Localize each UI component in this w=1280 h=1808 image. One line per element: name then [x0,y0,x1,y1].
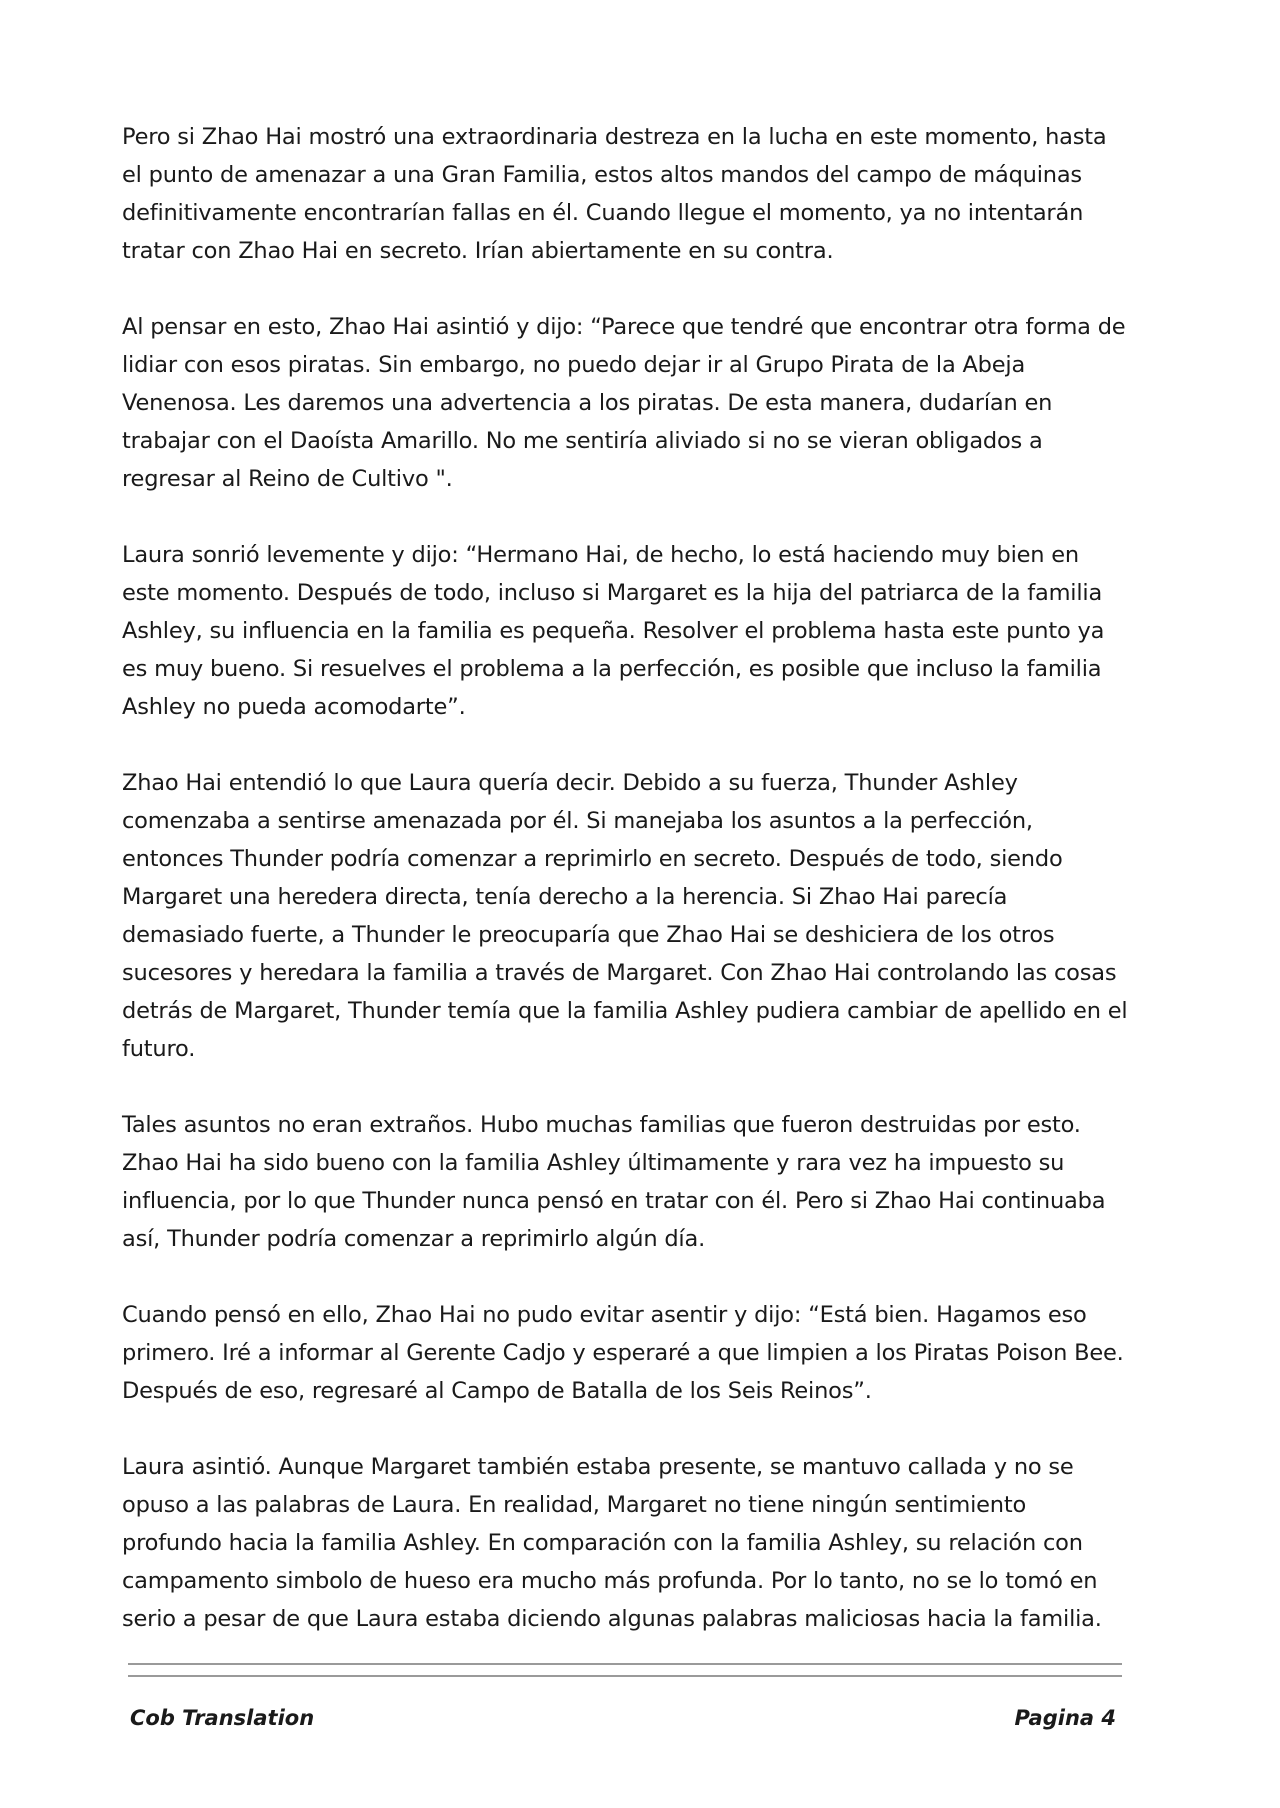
footer-divider-top [128,1663,1122,1665]
paragraph-6: Cuando pensó en ello, Zhao Hai no pudo evitar asentir y dijo: “Está bien. Hagamos eso primero. Iré a informar al Gerente Cadjo y esperaré a que limpien a los Piratas Poison Bee. Después de eso, regresaré al Campo de Batalla de los Seis Reinos”. [122,1302,1124,1404]
paragraph-2: Al pensar en esto, Zhao Hai asintió y dijo: “Parece que tendré que encontrar otra forma de lidiar con esos piratas. Sin embargo, no puedo dejar ir al Grupo Pirata de la Abeja Venenosa. Les daremos una advertencia a los piratas. De esta manera, dudarían en trabajar con el Daoísta Amarillo. No me sentiría aliviado si no se vieran obligados a regresar al Reino de Cultivo ". [122,314,1126,492]
paragraph-3: Laura sonrió levemente y dijo: “Hermano Hai, de hecho, lo está haciendo muy bien en este momento. Después de todo, incluso si Margaret es la hija del patriarca de la familia Ashley, su influencia en la familia es pequeña. Resolver el problema hasta este punto ya es muy bueno. Si resuelves el problema a la perfección, es posible que incluso la familia Ashley no pueda acomodarte”. [122,542,1105,720]
paragraph-1: Pero si Zhao Hai mostró una extraordinaria destreza en la lucha en este momento, hasta el punto de amenazar a una Gran Familia, estos altos mandos del campo de máquinas definitivamente encontrarían fallas en él. Cuando llegue el momento, ya no intentarán tratar con Zhao Hai en secreto. Irían abiertamente en su contra. [122,124,1107,264]
footer-divider-bottom [128,1675,1122,1677]
page-body [122,118,1132,1676]
paragraph-5: Tales asuntos no eran extraños. Hubo muchas familias que fueron destruidas por esto. Zhao Hai ha sido bueno con la familia Ashley últimamente y rara vez ha impuesto su influencia, por lo que Thunder nunca pensó en tratar con él. Pero si Zhao Hai continuaba así, Thunder podría comenzar a reprimirlo algún día. [122,1112,1106,1252]
footer-page-number: Pagina 4 [1014,1706,1116,1730]
footer-translator-credit: Cob Translation [130,1706,315,1730]
paragraph-7: Laura asintió. Aunque Margaret también estaba presente, se mantuvo callada y no se opuso a las palabras de Laura. En realidad, Margaret no tiene ningún sentimiento profundo hacia la familia Ashley. En comparación con la familia Ashley, su relación con campamento simbolo de hueso era mucho más profunda. Por lo tanto, no se lo tomó en serio a pesar de que Laura estaba diciendo algunas palabras maliciosas hacia la familia. [122,1454,1102,1632]
paragraph-4: Zhao Hai entendió lo que Laura quería decir. Debido a su fuerza, Thunder Ashley comenzaba a sentirse amenazada por él. Si manejaba los asuntos a la perfección, entonces Thunder podría comenzar a reprimirlo en secreto. Después de todo, siendo Margaret una heredera directa, tenía derecho a la herencia. Si Zhao Hai parecía demasiado fuerte, a Thunder le preocuparía que Zhao Hai se deshiciera de los otros sucesores y heredara la familia a través de Margaret. Con Zhao Hai controlando las cosas detrás de Margaret, Thunder temía que la familia Ashley pudiera cambiar de apellido en el futuro. [122,770,1128,1062]
